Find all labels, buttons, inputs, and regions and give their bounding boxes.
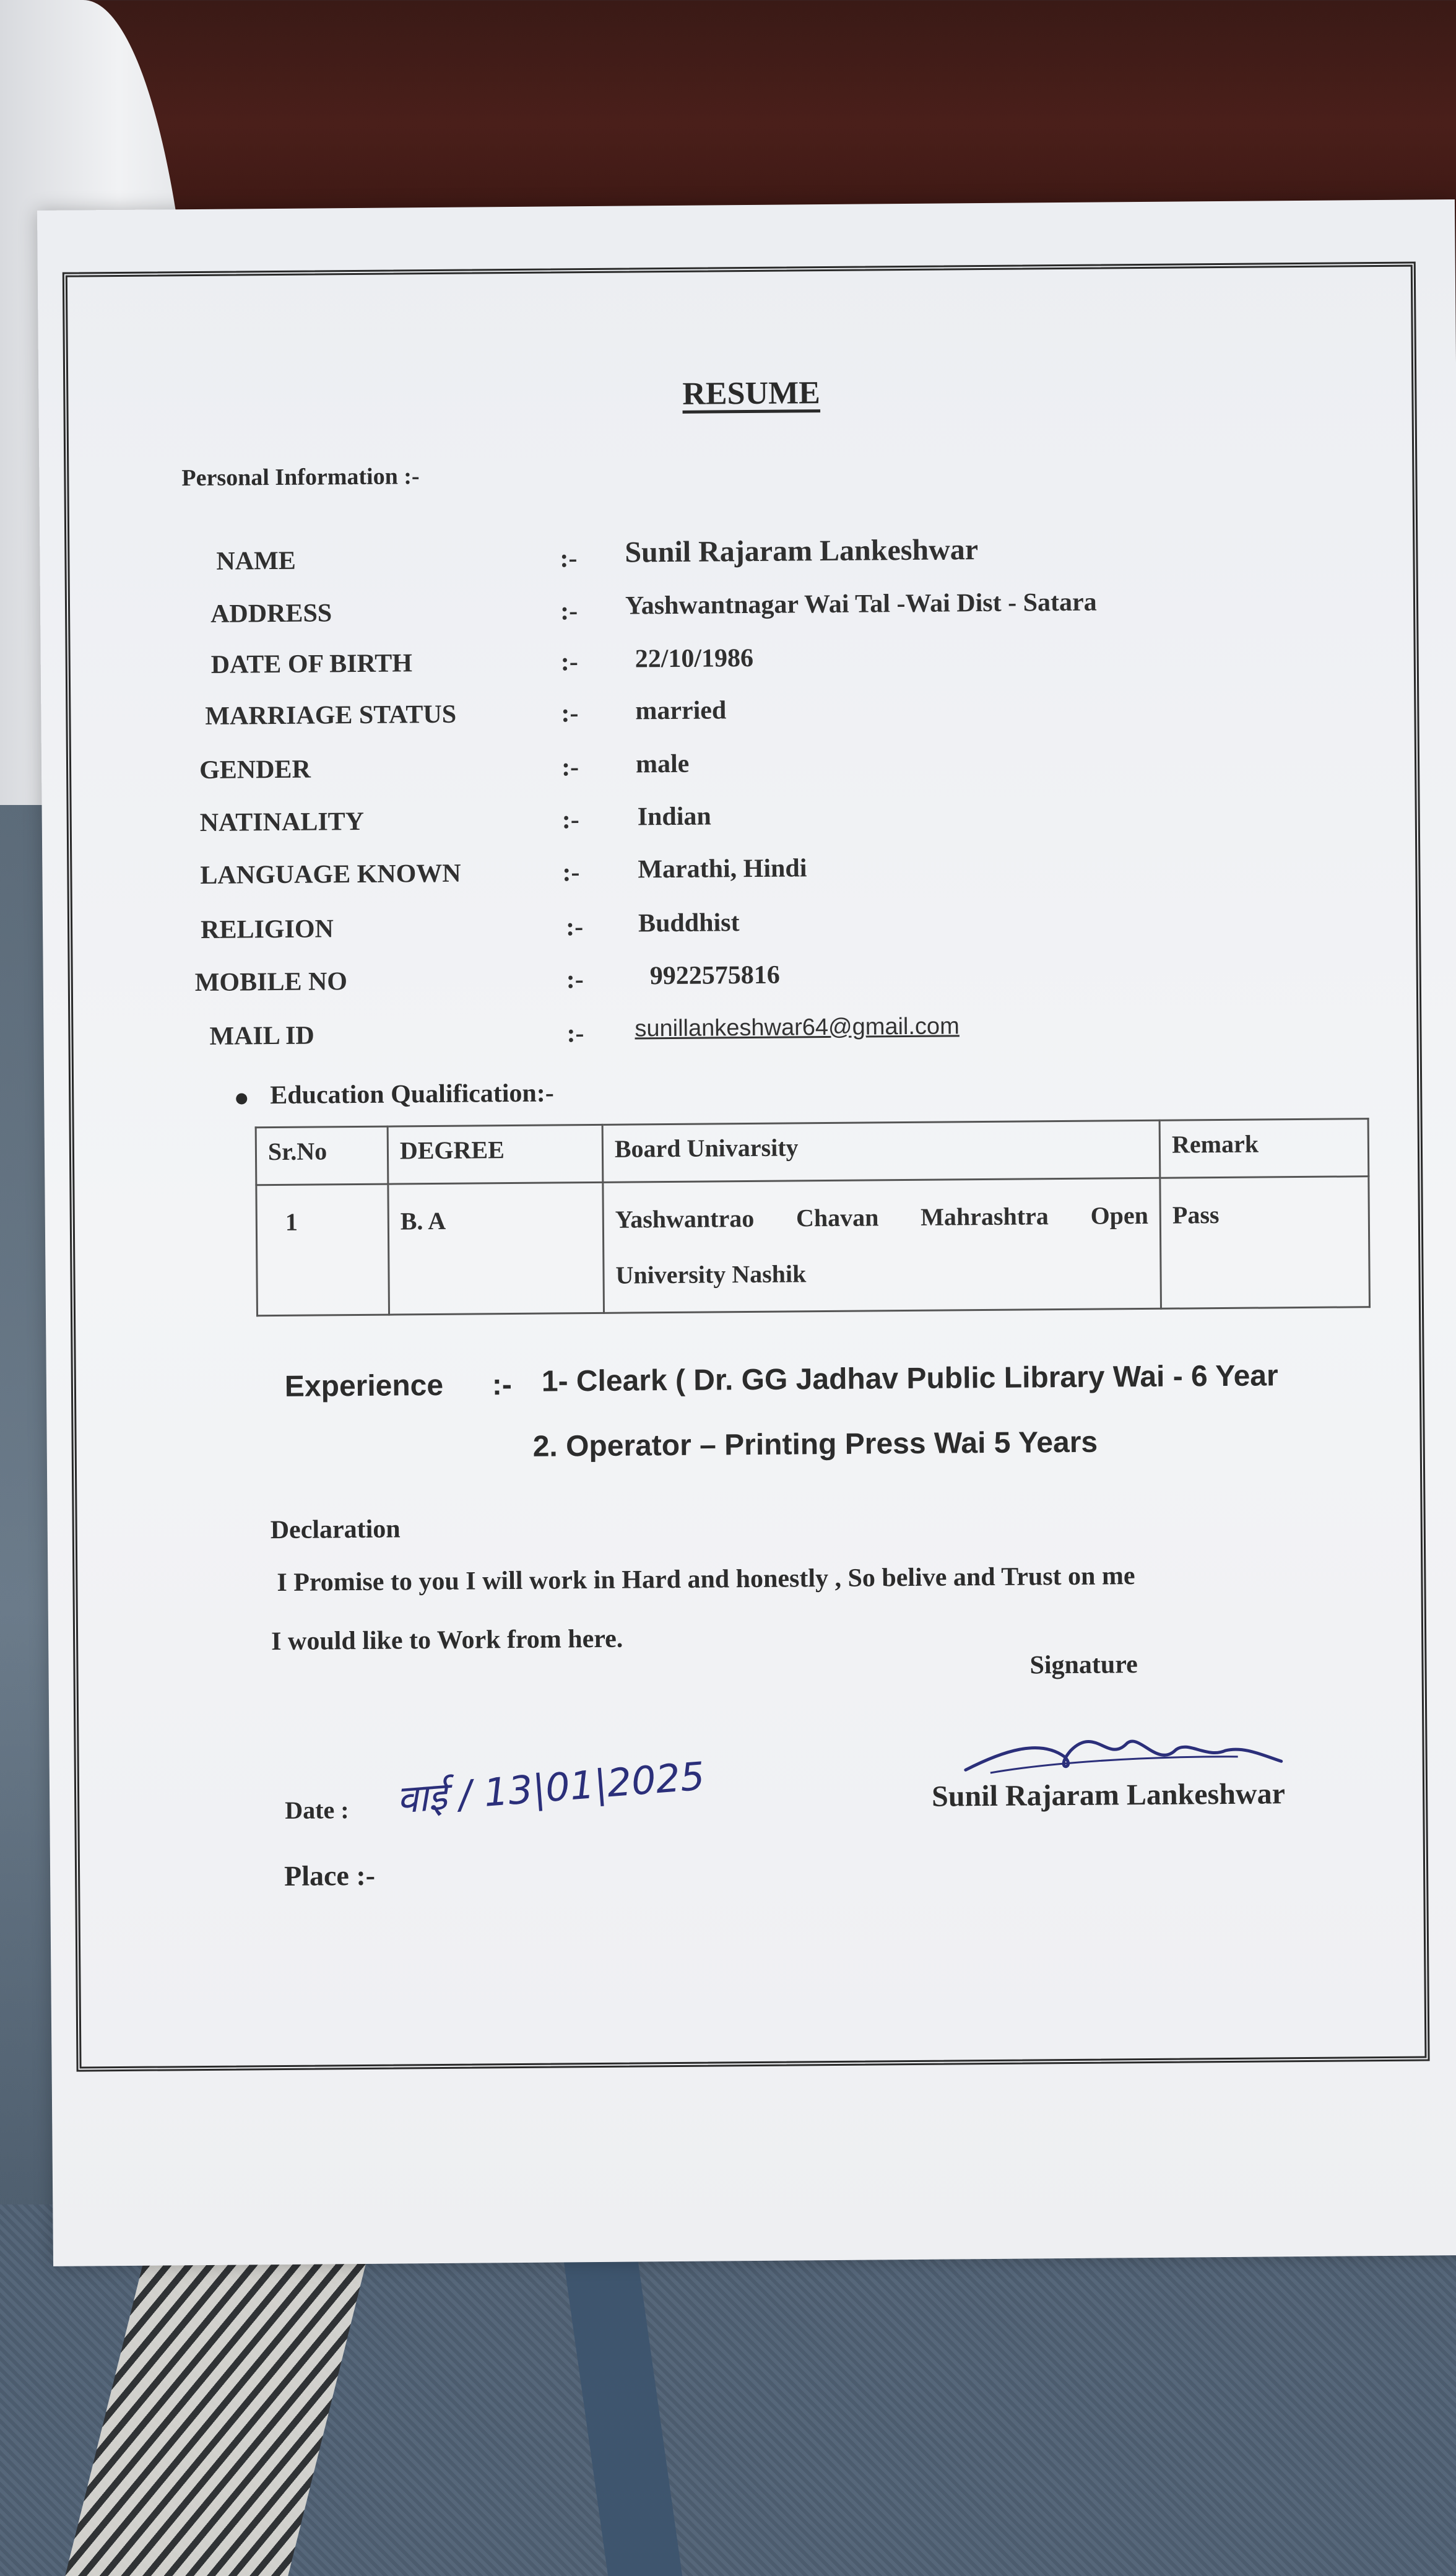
field-label-gender: GENDER	[199, 755, 311, 785]
field-label-dob: DATE OF BIRTH	[210, 649, 413, 679]
field-label-address: ADDRESS	[210, 599, 332, 629]
table-cell-srno: 1	[256, 1184, 389, 1316]
field-separator: :-	[560, 648, 578, 677]
experience-separator: :-	[492, 1368, 513, 1402]
column-header: Sr.No	[256, 1126, 388, 1185]
education-table	[255, 1118, 1371, 1316]
declaration-line-2: I would like to Work from here.	[271, 1624, 623, 1656]
place-label: Place :-	[284, 1859, 376, 1892]
column-header: Board Univarsity	[602, 1120, 1160, 1182]
table-cell-board: Yashwantrao Chavan Mahrashtra Open University Nashik	[603, 1178, 1161, 1313]
handwritten-date: वाई / 13|01|2025	[395, 1753, 706, 1822]
page-title: RESUME	[682, 375, 821, 412]
field-value-name: Sunil Rajaram Lankeshwar	[625, 533, 979, 569]
field-separator: :-	[560, 597, 578, 626]
field-separator: :-	[561, 806, 579, 835]
education-heading: Education Qualification:-	[270, 1079, 554, 1110]
field-value-mobile: 9922575816	[649, 960, 780, 991]
field-value-nationality: Indian	[637, 802, 711, 832]
field-label-name: NAME	[216, 546, 296, 576]
field-value-mail[interactable]: sunillankeshwar64@gmail.com	[635, 1013, 960, 1042]
resume-sheet	[37, 199, 1456, 2266]
field-value-language: Marathi, Hindi	[638, 854, 807, 884]
date-label: Date :	[285, 1796, 349, 1824]
signature-label: Signature	[1029, 1650, 1138, 1680]
personal-info-heading: Personal Information :-	[181, 463, 420, 492]
table-cell-remark: Pass	[1160, 1177, 1369, 1309]
column-header: DEGREE	[388, 1125, 603, 1184]
field-separator: :-	[566, 965, 584, 994]
field-label-marriage-status: MARRIAGE STATUS	[205, 700, 457, 731]
field-value-gender: male	[635, 749, 690, 779]
field-separator: :-	[561, 753, 579, 782]
experience-item-2: 2. Operator – Printing Press Wai 5 Years	[532, 1425, 1098, 1463]
signature-name: Sunil Rajaram Lankeshwar	[931, 1777, 1286, 1813]
field-label-nationality: NATINALITY	[199, 807, 365, 837]
column-header: Remark	[1159, 1119, 1369, 1178]
field-separator: :-	[565, 913, 584, 942]
field-value-marriage-status: married	[635, 696, 727, 726]
field-label-religion: RELIGION	[200, 915, 334, 944]
field-label-mobile: MOBILE NO	[194, 967, 348, 998]
declaration-heading: Declaration	[270, 1515, 401, 1545]
field-separator: :-	[560, 544, 578, 573]
field-value-religion: Buddhist	[638, 908, 740, 938]
table-header-row	[256, 1119, 1369, 1185]
field-separator: :-	[562, 858, 580, 887]
table-row	[256, 1177, 1370, 1316]
field-label-mail: MAIL ID	[209, 1021, 314, 1051]
field-value-dob: 22/10/1986	[635, 643, 754, 674]
experience-label: Experience	[284, 1368, 444, 1403]
experience-item-1: 1- Cleark ( Dr. GG Jadhav Public Library Wai - 6 Year	[541, 1359, 1278, 1398]
field-separator: :-	[566, 1019, 584, 1048]
field-value-address: Yashwantnagar Wai Tal -Wai Dist - Satara	[625, 588, 1097, 620]
declaration-line-1: I Promise to you I will work in Hard and honestly , So belive and Trust on me	[277, 1562, 1135, 1598]
bullet-icon	[236, 1093, 247, 1104]
field-separator: :-	[561, 699, 579, 728]
table-cell-degree: B. A	[388, 1182, 604, 1315]
field-label-language: LANGUAGE KNOWN	[200, 859, 461, 890]
